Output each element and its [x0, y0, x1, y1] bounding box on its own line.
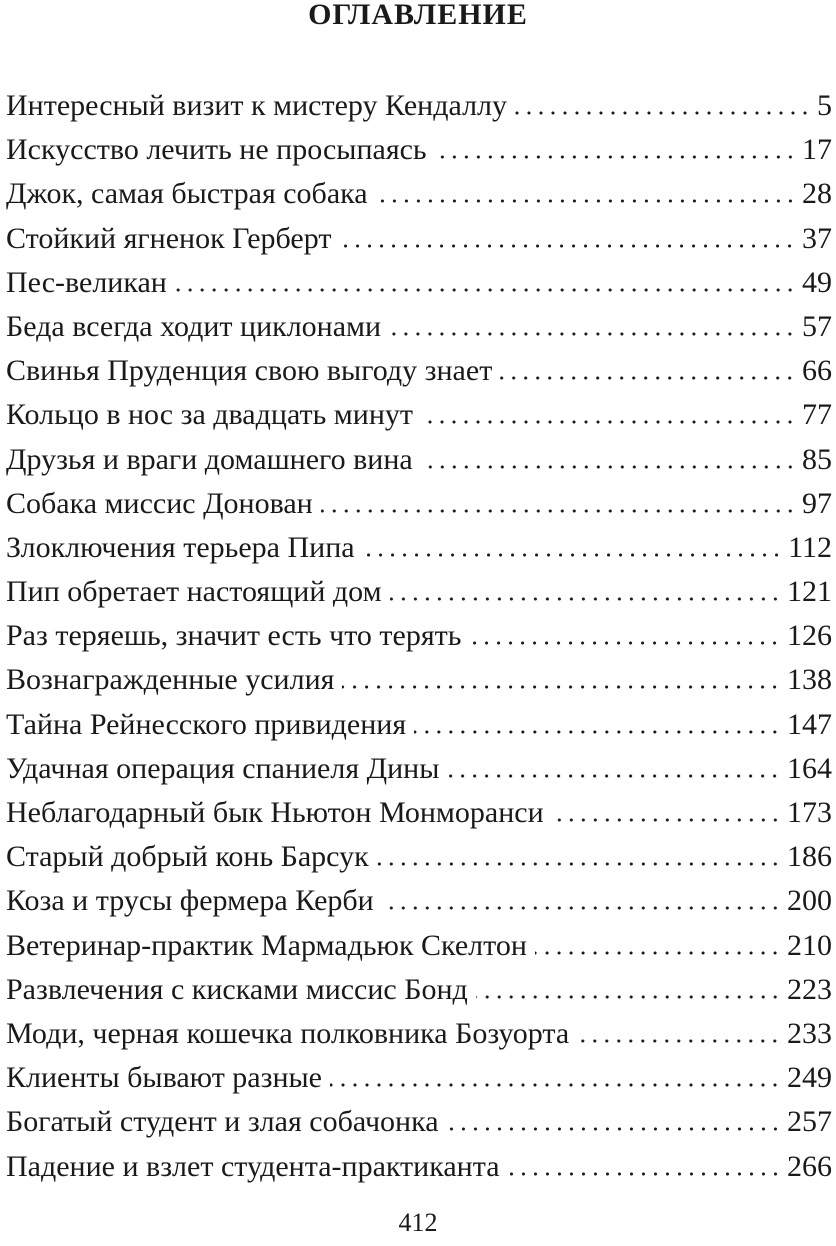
toc-entry: [6, 482, 832, 526]
toc-entry: [6, 526, 832, 570]
toc-entry-title: Коза и трусы фермера Керби: [6, 884, 374, 918]
toc-entry-page: 233: [787, 1016, 832, 1050]
toc-entry-title: Моди, черная кошечка полковника Бозуорта: [6, 1016, 570, 1050]
page-number: 412: [398, 1208, 438, 1237]
dot-leader: [535, 951, 781, 955]
toc-entry-title: Свинья Пруденция свою выгоду знает: [6, 354, 493, 388]
dot-leader: [435, 155, 796, 159]
toc-entry-title: Неблагодарный бык Ньютон Монморанси: [6, 796, 544, 829]
toc-entry: [6, 747, 832, 791]
toc-entry-title: Развлечения с кисками миссис Бонд: [6, 972, 468, 1006]
toc-entry: [6, 393, 832, 437]
toc-entry-page: 57: [802, 309, 832, 343]
dot-leader: [447, 774, 781, 778]
dot-leader: [508, 1172, 781, 1176]
toc-entry: [6, 217, 832, 261]
toc-entry-page: 257: [787, 1105, 832, 1139]
toc-entry-title: Беда всегда ходит циклонами: [6, 309, 382, 343]
toc-entry: [6, 968, 832, 1012]
toc-entry-page: 210: [787, 928, 832, 962]
toc-entry-title: Стойкий ягненок Герберт: [6, 221, 332, 255]
toc-entry-page: 164: [787, 751, 832, 785]
toc-entry-page: 28: [802, 177, 832, 211]
toc-entry: [6, 658, 832, 702]
dot-leader: [421, 465, 796, 469]
toc-entry-page: 186: [787, 840, 832, 874]
toc-entry: [6, 1145, 832, 1189]
toc-entry-title: Падение и взлет студента-практиканта: [6, 1149, 500, 1183]
dot-leader: [500, 376, 796, 380]
toc-entry: [6, 172, 832, 216]
dot-leader: [382, 906, 781, 910]
toc-entry-title: Удачная операция спаниеля Дины: [6, 751, 440, 785]
toc-entry-title: Раз теряешь, значит есть что терять: [6, 619, 462, 653]
toc-entry-page: 121: [787, 575, 832, 609]
toc-entry-title: Друзья и враги домашнего вина: [6, 442, 413, 476]
toc-entry-title: Пип обретает настоящий дом: [6, 575, 382, 609]
toc-entry-title: Интересный визит к мистеру Кендаллу: [6, 89, 508, 122]
toc-entry: [6, 305, 832, 349]
toc-entry-page: 266: [787, 1149, 832, 1183]
toc-entry: [6, 879, 832, 923]
dot-leader: [390, 597, 781, 601]
table-of-contents: [6, 84, 832, 1189]
dot-leader: [421, 420, 796, 424]
toc-entry: [6, 791, 832, 835]
toc-entry-title: Старый добрый конь Барсук: [6, 840, 369, 874]
toc-entry: [6, 1100, 832, 1144]
dot-leader: [321, 509, 796, 513]
toc-entry-page: 126: [787, 619, 832, 653]
toc-entry-title: Джок, самая быстрая собака: [6, 177, 368, 211]
dot-leader: [363, 553, 783, 557]
toc-entry-title: Тайна Рейнесского привидения: [6, 707, 407, 741]
dot-leader: [342, 685, 781, 689]
toc-entry-page: 147: [787, 707, 832, 741]
dot-leader: [377, 862, 781, 866]
toc-entry-page: 173: [787, 796, 832, 829]
toc-entry-page: 249: [787, 1061, 832, 1095]
toc-entry-title: Ветеринар-практик Мармадьюк Скелтон: [6, 928, 527, 962]
dot-leader: [476, 995, 781, 999]
toc-entry-page: 17: [802, 133, 832, 167]
toc-entry-page: 5: [817, 89, 832, 122]
dot-leader: [515, 111, 811, 115]
toc-entry-title: Кольцо в нос за двадцать минут: [6, 398, 413, 432]
toc-entry: [6, 1012, 832, 1056]
toc-entry-title: Злоключения терьера Пипа: [6, 530, 355, 564]
toc-entry-page: 223: [787, 972, 832, 1006]
dot-leader: [175, 288, 796, 292]
dot-leader: [577, 1039, 781, 1043]
toc-entry: [6, 924, 832, 968]
page-title: ОГЛАВЛЕНИЕ: [308, 0, 528, 31]
dot-leader: [389, 332, 796, 336]
toc-entry-title: Клиенты бывают разные: [6, 1061, 322, 1095]
toc-entry-page: 97: [802, 486, 832, 520]
toc-entry: [6, 128, 832, 172]
toc-entry: [6, 84, 832, 128]
toc-entry: [6, 438, 832, 482]
toc-entry-page: 49: [802, 265, 832, 299]
toc-entry: [6, 835, 832, 879]
toc-entry-page: 200: [787, 884, 832, 918]
dot-leader: [414, 730, 781, 734]
toc-entry-page: 37: [802, 221, 832, 255]
toc-entry: [6, 349, 832, 393]
dot-leader: [552, 818, 781, 822]
toc-entry-page: 66: [802, 354, 832, 388]
toc-entry-page: 85: [802, 442, 832, 476]
toc-entry-page: 112: [788, 530, 832, 564]
toc-entry-title: Богатый студент и злая собачонка: [6, 1105, 439, 1139]
toc-entry: [6, 261, 832, 305]
dot-leader: [339, 244, 796, 248]
toc-entry-title: Собака миссис Донован: [6, 486, 313, 520]
toc-entry-title: Искусство лечить не просыпаясь: [6, 133, 427, 167]
toc-entry-page: 77: [802, 398, 832, 432]
dot-leader: [469, 641, 781, 645]
toc-entry-title: Пес-великан: [6, 265, 167, 299]
toc-entry-title: Вознагражденные усилия: [6, 663, 335, 697]
dot-leader: [330, 1083, 781, 1087]
toc-entry: [6, 614, 832, 658]
dot-leader: [376, 199, 796, 203]
dot-leader: [447, 1127, 781, 1131]
toc-entry: [6, 570, 832, 614]
toc-entry: [6, 1056, 832, 1100]
toc-entry-page: 138: [787, 663, 832, 697]
toc-entry: [6, 703, 832, 747]
